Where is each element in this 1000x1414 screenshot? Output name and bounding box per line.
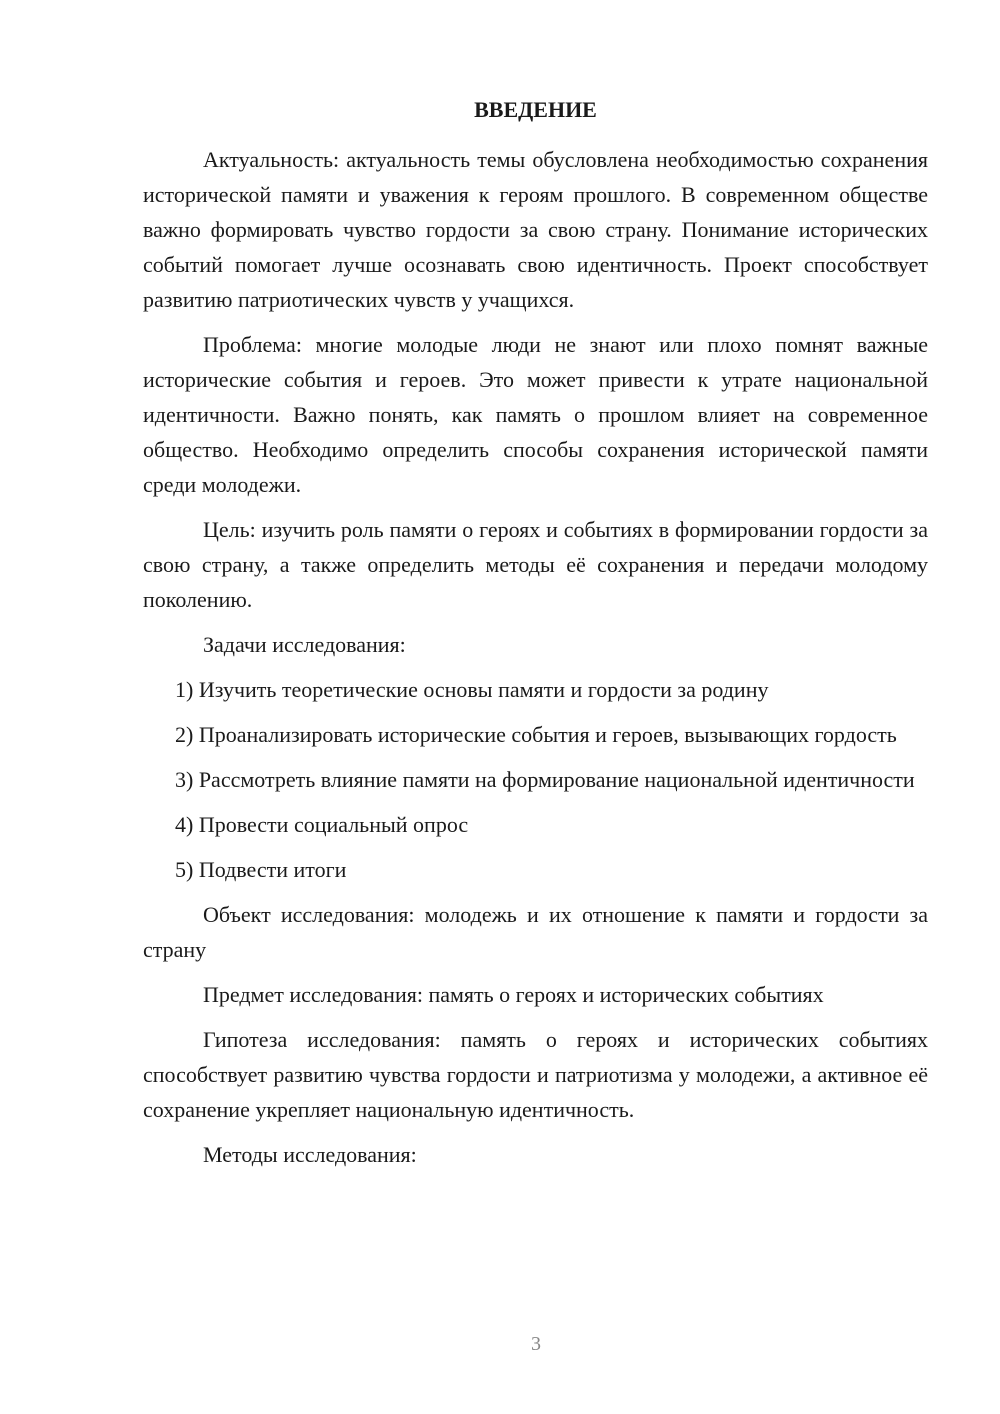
- list-item-task-1: 1) Изучить теоретические основы памяти и гордости за родину: [175, 677, 769, 702]
- page-content: [143, 92, 928, 1182]
- paragraph-tasks-title: Задачи исследования:: [203, 632, 406, 657]
- paragraph-relevance: Актуальность: актуальность темы обусловлена необходимостью сохранения исторической памяти и уважения к героям прошлого. В современном обществе важно формировать чувство гордости за свою страну. Понимание исторических событий помогает лучше осознавать свою идентичность. Проект способствует развитию патриотических чувств у учащихся.: [143, 147, 928, 312]
- paragraph-methods: Методы исследования:: [203, 1142, 417, 1167]
- paragraph-hypothesis: Гипотеза исследования: память о героях и исторических событиях способствует развитию чувства гордости и патриотизма у молодежи, а активное её сохранение укрепляет национальную идентичность.: [143, 1027, 928, 1122]
- list-item-task-5: 5) Подвести итоги: [175, 857, 347, 882]
- paragraph-problem: Проблема: многие молодые люди не знают или плохо помнят важные исторические события и героев. Это может привести к утрате национальной идентичности. Важно понять, как память о прошлом влияет на современное общество. Необходимо определить способы сохранения исторической памяти среди молодежи.: [143, 332, 928, 497]
- list-item-task-2: 2) Проанализировать исторические события и героев, вызывающих гордость: [175, 722, 897, 747]
- list-item-task-3: 3) Рассмотреть влияние памяти на формирование национальной идентичности: [175, 767, 915, 792]
- page-number: 3: [531, 1333, 541, 1355]
- paragraph-goal: Цель: изучить роль памяти о героях и событиях в формировании гордости за свою страну, а также определить методы её сохранения и передачи молодому поколению.: [143, 517, 928, 612]
- paragraph-subject: Предмет исследования: память о героях и исторических событиях: [203, 982, 824, 1007]
- paragraph-object: Объект исследования: молодежь и их отношение к памяти и гордости за страну: [143, 902, 928, 962]
- page-title: ВВЕДЕНИЕ: [474, 97, 597, 122]
- list-item-task-4: 4) Провести социальный опрос: [175, 812, 469, 837]
